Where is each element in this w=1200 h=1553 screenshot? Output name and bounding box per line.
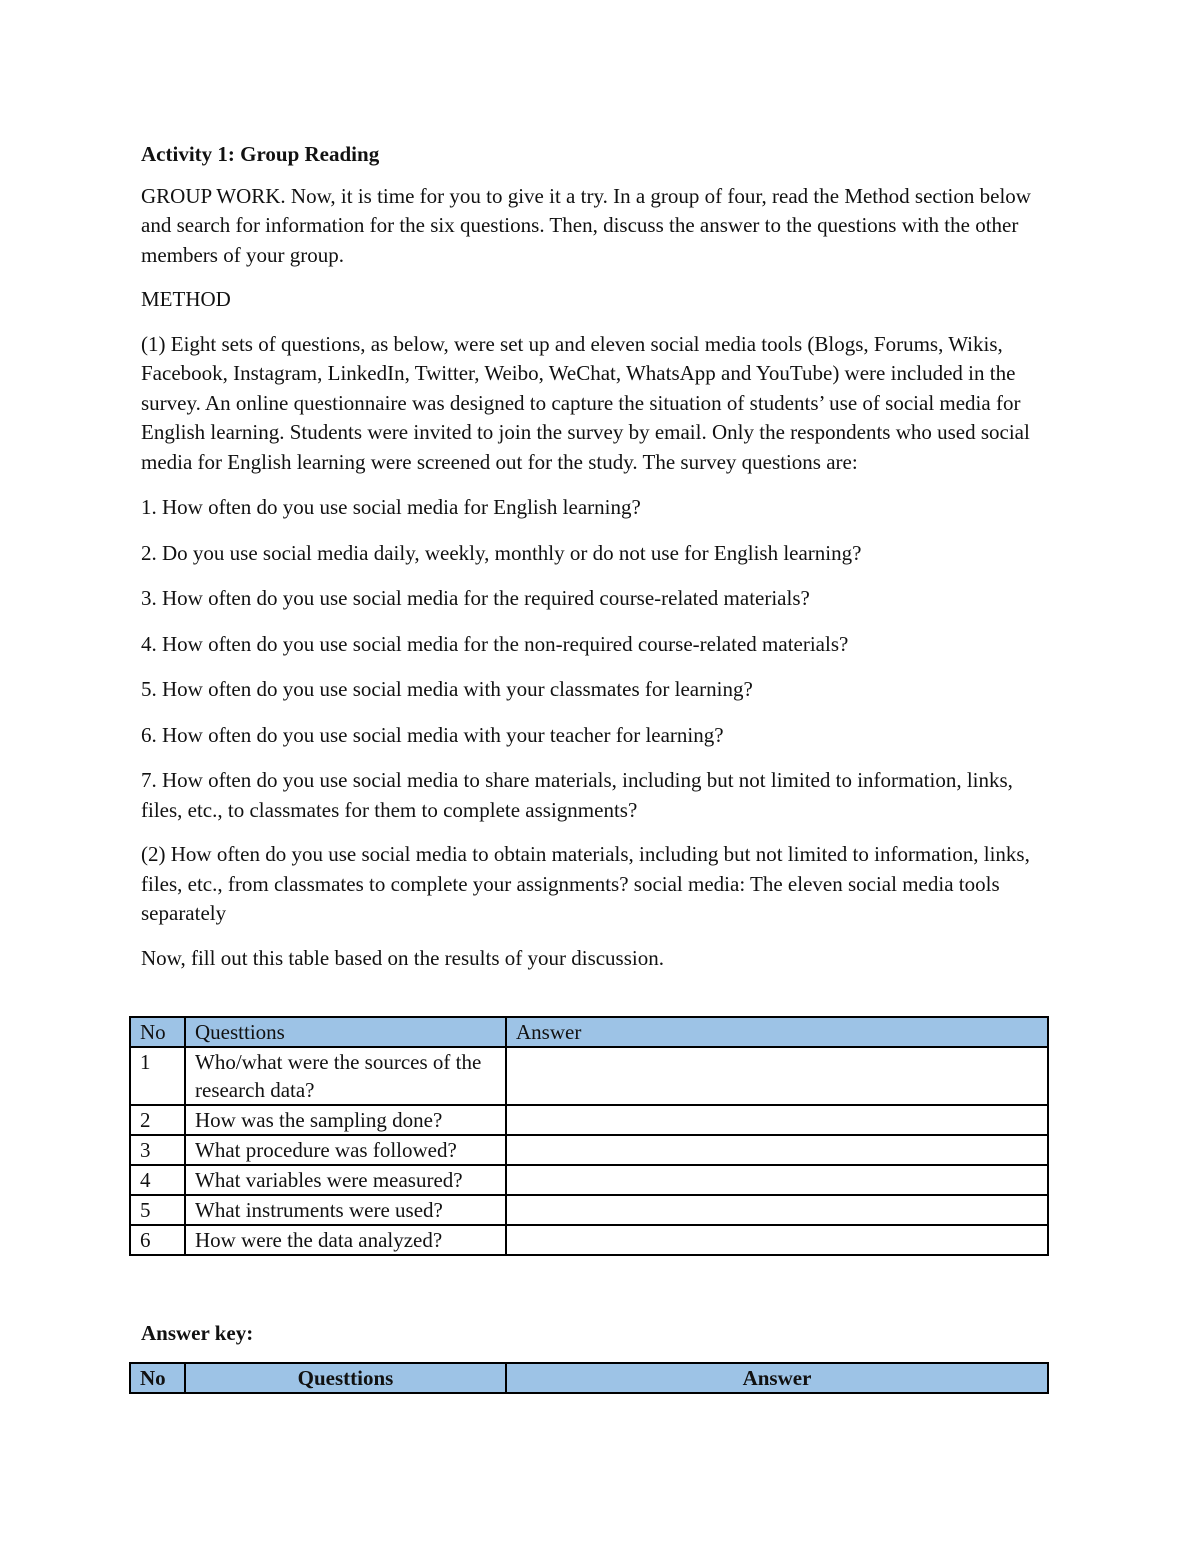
row-question: What instruments were used? xyxy=(185,1195,506,1225)
row-number: 3 xyxy=(130,1135,185,1165)
activity-section xyxy=(141,140,1051,973)
survey-question: 1. How often do you use social media for English learning? xyxy=(141,495,641,519)
survey-question: 4. How often do you use social media for the non-required course-related materials? xyxy=(141,631,849,656)
table-row xyxy=(130,1165,1048,1195)
table-row xyxy=(130,1047,1048,1105)
row-answer[interactable] xyxy=(506,1135,1048,1165)
row-answer[interactable] xyxy=(506,1105,1048,1135)
intro-paragraph: GROUP WORK. Now, it is time for you to give it a try. In a group of four, read the Method section below and search for information for the six questions. Then, discuss the answer to the questions with the other members of your group. xyxy=(141,183,1031,267)
row-question: Who/what were the sources of the research data? xyxy=(185,1047,506,1105)
row-number: 6 xyxy=(130,1225,185,1255)
activity-title: Activity 1: Group Reading xyxy=(141,142,380,166)
method-paragraph-2: (2) How often do you use social media to obtain materials, including but not limited to information, links, files, etc., from classmates to complete your assignments? social media: The eleven social media tools separately xyxy=(141,842,1030,925)
key-header-answer: Answer xyxy=(506,1363,1048,1393)
table-row xyxy=(130,1195,1048,1225)
row-question: How was the sampling done? xyxy=(185,1105,506,1135)
row-number: 2 xyxy=(130,1105,185,1135)
row-answer[interactable] xyxy=(506,1195,1048,1225)
header-questions: Questtions xyxy=(185,1017,506,1047)
row-answer[interactable] xyxy=(506,1165,1048,1195)
answer-key-table xyxy=(129,1362,1049,1394)
table-row xyxy=(130,1135,1048,1165)
key-header-questions: Questtions xyxy=(185,1363,506,1393)
activity-table xyxy=(129,1016,1049,1256)
survey-question: 3. How often do you use social media for the required course-related materials? xyxy=(141,586,810,610)
survey-question: 6. How often do you use social media with your teacher for learning? xyxy=(141,722,724,747)
answer-key-header-row xyxy=(130,1363,1048,1393)
table-row xyxy=(130,1225,1048,1255)
row-question: What procedure was followed? xyxy=(185,1135,506,1165)
row-answer[interactable] xyxy=(506,1225,1048,1255)
table-row xyxy=(130,1105,1048,1135)
header-answer: Answer xyxy=(506,1017,1048,1047)
row-number: 4 xyxy=(130,1165,185,1195)
survey-question: 5. How often do you use social media with your classmates for learning? xyxy=(141,677,753,701)
header-no: No xyxy=(130,1017,185,1047)
row-number: 1 xyxy=(130,1047,185,1105)
row-number: 5 xyxy=(130,1195,185,1225)
table-instruction: Now, fill out this table based on the results of your discussion. xyxy=(141,945,664,970)
survey-question: 2. Do you use social media daily, weekly, monthly or do not use for English learning? xyxy=(141,540,862,565)
row-question: How were the data analyzed? xyxy=(185,1225,506,1255)
method-heading: METHOD xyxy=(141,287,231,311)
row-question: What variables were measured? xyxy=(185,1165,506,1195)
answer-key-title: Answer key: xyxy=(141,1321,254,1345)
row-answer[interactable] xyxy=(506,1047,1048,1105)
table-header-row xyxy=(130,1017,1048,1047)
key-header-no: No xyxy=(130,1363,185,1393)
survey-question: 7. How often do you use social media to share materials, including but not limited to information, links, files, etc., to classmates for them to complete assignments? xyxy=(141,768,1013,822)
method-paragraph-1: (1) Eight sets of questions, as below, were set up and eleven social media tools (Blogs, Forums, Wikis, Facebook, Instagram, LinkedIn, Twitter, Weibo, WeChat, WhatsApp and YouTube) were included in the survey. An online questionnaire was designed to capture the situation of students’ use of social media for English learning. Students were invited to join the survey by email. Only the respondents who used social media for English learning were screened out for the study. The survey questions are: xyxy=(141,331,1030,474)
